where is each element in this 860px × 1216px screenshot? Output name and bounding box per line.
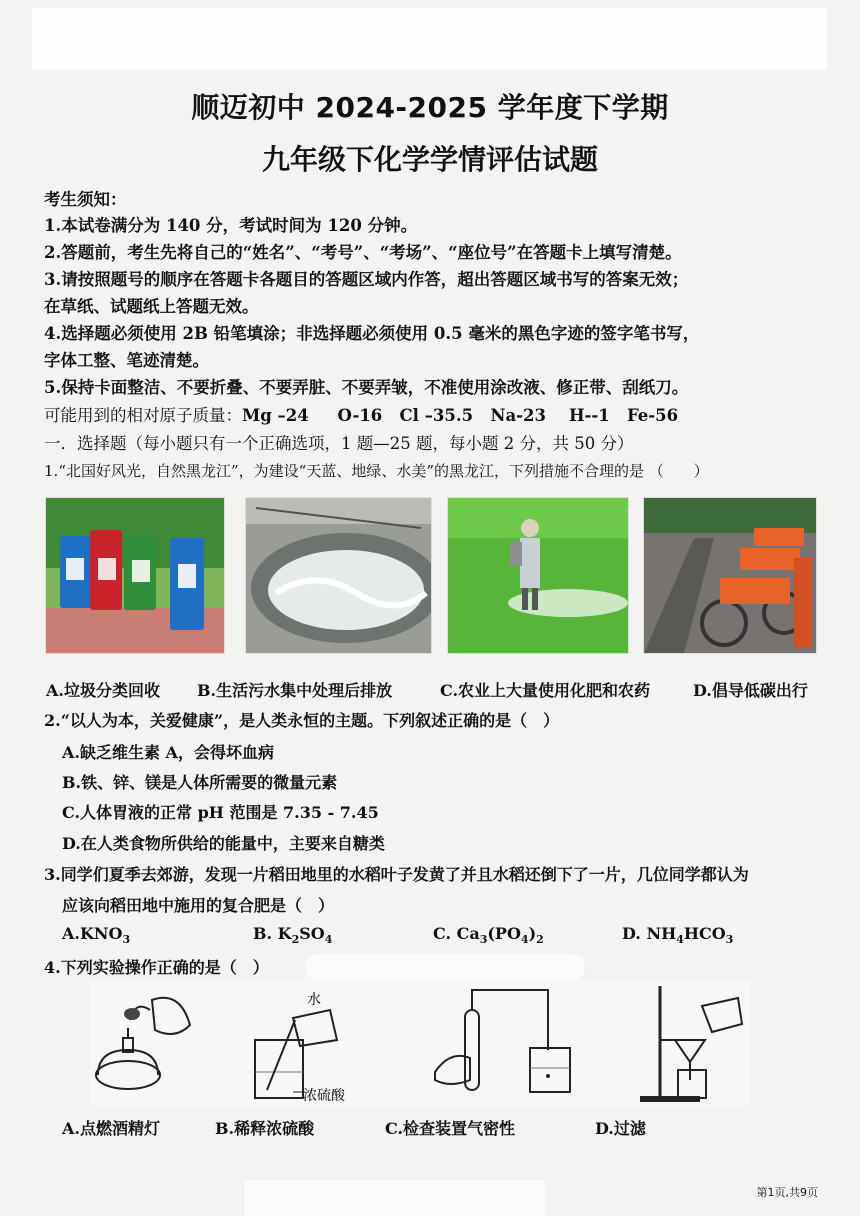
garbage-bins-illustration — [46, 498, 224, 653]
photo-shared-bikes — [643, 497, 817, 654]
atomic-mass-cl: Cl –35.5 — [399, 406, 474, 425]
notice-item-4-cont: 字体工整、笔迹清楚。 — [44, 351, 209, 370]
sewage-plant-illustration — [246, 498, 431, 653]
notice-item-4: 4.选择题必须使用 2B 铅笔填涂；非选择题必须使用 0.5 毫米的黑色字迹的签字笔书写， — [44, 324, 700, 343]
q3-d-sub2: 3 — [725, 933, 734, 947]
q3-option-d — [622, 924, 733, 946]
q1-option-b: B.生活污水集中处理后排放 — [197, 681, 393, 700]
q3-option-a — [62, 924, 130, 946]
q4-option-a: A.点燃酒精灯 — [62, 1119, 160, 1138]
q3-c-sub3: 2 — [536, 933, 544, 947]
q3-c-sub2: 4 — [520, 933, 529, 947]
q4-stem: 4.下列实验操作正确的是（ ） — [44, 958, 269, 977]
q3-b-sub2: 4 — [324, 933, 333, 947]
photo-pesticide-spraying — [447, 497, 629, 654]
q2-option-c: C.人体胃液的正常 pH 范围是 7.35 - 7.45 — [62, 803, 379, 822]
q4-option-d: D.过滤 — [595, 1119, 646, 1138]
atomic-mass-o: O-16 — [337, 406, 383, 425]
atomic-mass-h: H--1 — [568, 406, 610, 425]
q3-b-text: B. K — [253, 924, 292, 943]
atomic-mass-mg: Mg –24 — [242, 406, 309, 425]
q2-option-d: D.在人类食物所供给的能量中，主要来自糖类 — [62, 834, 385, 853]
notice-item-3: 3.请按照题号的顺序在答题卡各题目的答题区域内作答，超出答题区域书写的答案无效； — [44, 270, 689, 289]
notice-item-2: 2.答题前，考生先将自己的“姓名”、“考号”、“考场”、“座位号”在答题卡上填写清楚。 — [44, 243, 682, 262]
q3-option-c — [433, 924, 544, 946]
notice-item-1: 1.本试卷满分为 140 分，考试时间为 120 分钟。 — [44, 216, 418, 235]
q3-d-text: D. NH — [622, 924, 677, 943]
airtightness-check-figure — [430, 980, 590, 1106]
photo-sewage-treatment — [245, 497, 432, 654]
scan-bottom-patch — [245, 1180, 545, 1216]
exam-title-line1: 顺迈初中 2024-2025 学年度下学期 — [191, 91, 669, 124]
alcohol-lamp-lighting-figure — [90, 980, 210, 1106]
scan-header-strip — [32, 8, 827, 70]
notice-item-3-cont: 在草纸、试题纸上答题无效。 — [44, 297, 259, 316]
q2-option-b: B.铁、锌、镁是人体所需要的微量元素 — [62, 773, 338, 792]
filtration-figure — [630, 980, 750, 1106]
atomic-mass-label: 可能用到的相对原子质量： — [44, 406, 242, 425]
q2-option-a: A.缺乏维生素 A，会得坏血病 — [62, 743, 274, 762]
q1-option-c: C.农业上大量使用化肥和农药 — [440, 681, 651, 700]
q3-c-sub1: 3 — [479, 933, 488, 947]
q3-d-mid: HCO — [683, 924, 726, 943]
atomic-mass-row — [44, 402, 678, 426]
q4-option-c: C.检查装置气密性 — [385, 1119, 516, 1138]
q3-b-mid: SO — [299, 924, 325, 943]
q3-stem-line1: 3.同学们夏季去郊游，发现一片稻田地里的水稻叶子发黄了并且水稻还倒下了一片，几位同学都认为 — [44, 865, 749, 884]
atomic-mass-na: Na-23 — [490, 406, 546, 425]
q2-stem: 2.“以人为本，关爱健康”，是人类永恒的主题。下列叙述正确的是（ ） — [44, 711, 560, 730]
q3-option-b — [253, 924, 332, 946]
q3-b-sub1: 2 — [291, 933, 300, 947]
q4-lab-figures — [90, 980, 750, 1106]
notice-heading: 考生须知： — [44, 190, 127, 209]
q3-d-sub1: 4 — [676, 933, 684, 947]
page-number: 第1页,共9页 — [756, 1186, 818, 1199]
q3-a-text: A.KNO — [62, 924, 123, 943]
q3-c-post: ) — [528, 924, 537, 943]
q4-option-b: B.稀释浓硫酸 — [215, 1119, 315, 1138]
exam-title-line2: 九年级下化学学情评估试题 — [261, 143, 598, 176]
shared-bikes-illustration — [644, 498, 816, 653]
q3-a-sub: 3 — [122, 933, 131, 947]
q1-option-a: A.垃圾分类回收 — [46, 681, 160, 700]
q1-option-d: D.倡导低碳出行 — [693, 681, 808, 700]
farmer-spraying-illustration — [448, 498, 628, 653]
q3-stem-line2: 应该向稻田地中施用的复合肥是（ ） — [62, 896, 335, 915]
label-conc-sulfuric-acid: 浓硫酸 — [303, 1088, 345, 1104]
photo-garbage-bins — [45, 497, 225, 654]
q1-stem: 1.“北国好风光，自然黑龙江”，为建设“天蓝、地绿、水美”的黑龙江，下列措施不合理的是 （ ） — [44, 462, 709, 480]
q3-c-mid: (PO — [487, 924, 521, 943]
atomic-mass-fe: Fe-56 — [626, 406, 679, 425]
section1-heading: 一．选择题（每小题只有一个正确选项，1 题—25 题，每小题 2 分，共 50 分） — [44, 434, 634, 453]
dilute-sulfuric-acid-figure — [245, 980, 375, 1106]
scan-blank-patch — [305, 954, 585, 980]
label-water: 水 — [307, 992, 321, 1008]
q3-c-text: C. Ca — [433, 924, 480, 943]
notice-item-5: 5.保持卡面整洁、不要折叠、不要弄脏、不要弄皱，不准使用涂改液、修正带、刮纸刀。 — [44, 378, 689, 397]
